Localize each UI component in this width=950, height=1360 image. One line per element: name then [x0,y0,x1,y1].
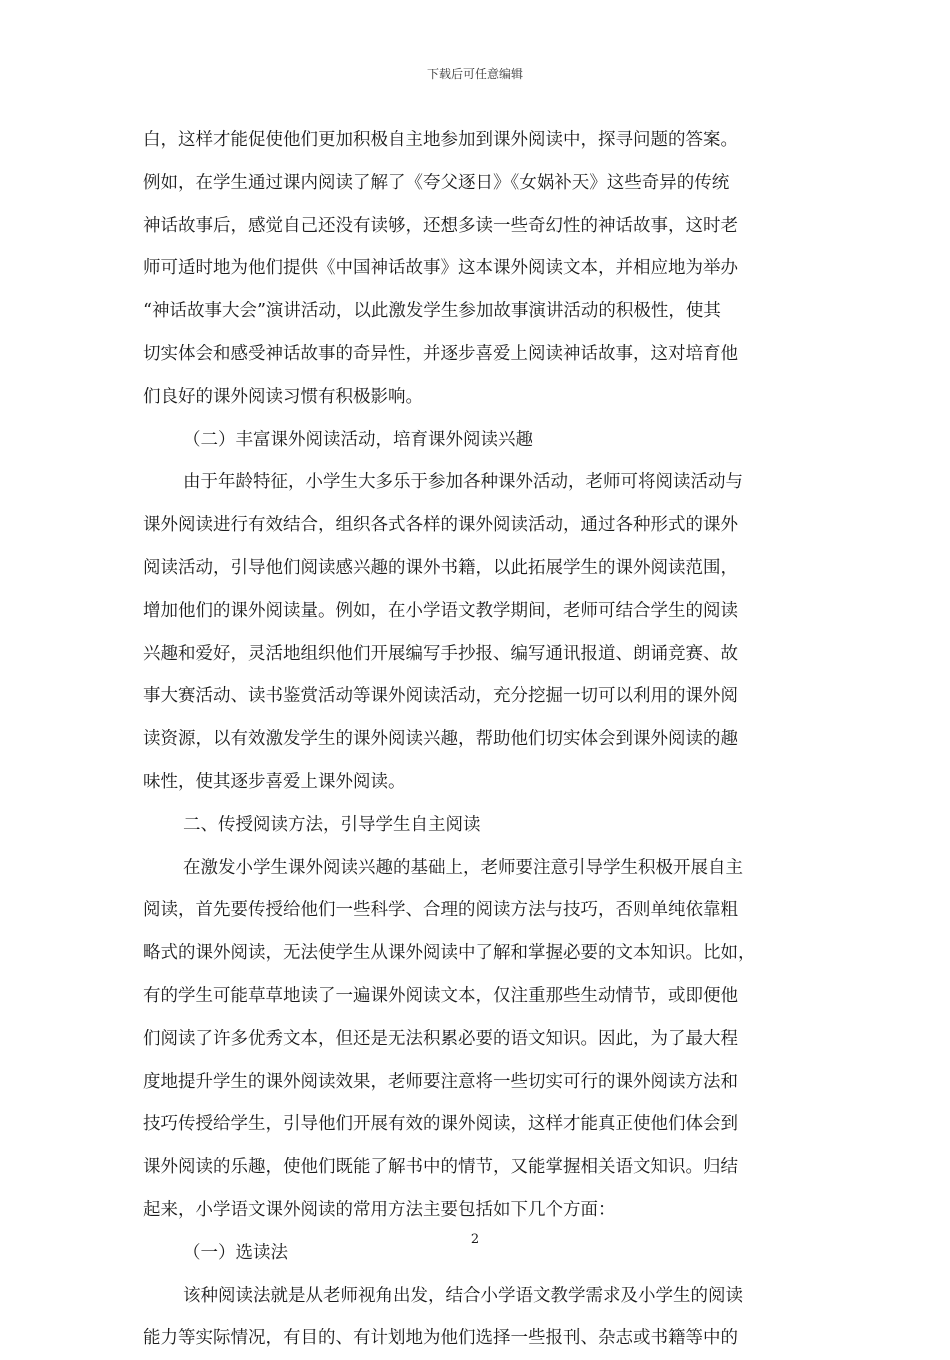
text-line: 度地提升学生的课外阅读效果，老师要注意将一些切实可行的课外阅读方法和 [143,1071,738,1092]
text-line: 二、传授阅读方法，引导学生自主阅读 [183,814,481,835]
text-line: 阅读，首先要传授给他们一些科学、合理的阅读方法与技巧，否则单纯依靠粗 [143,900,738,921]
page-number: 2 [470,1232,480,1247]
text-line: 味性，使其逐步喜爱上课外阅读。 [143,771,406,792]
text-line: 事大赛活动、读书鉴赏活动等课外阅读活动，充分挖掘一切可以利用的课外阅 [143,686,738,707]
text-line: 们良好的课外阅读习惯有积极影响。 [143,386,423,407]
text-line: 们阅读了许多优秀文本，但还是无法积累必要的语文知识。因此，为了最大程 [143,1028,738,1049]
text-line: 白，这样才能促使他们更加积极自主地参加到课外阅读中，探寻问题的答案。 [143,130,738,150]
text-line: 读资源，以有效激发学生的课外阅读兴趣，帮助他们切实体会到课外阅读的趣 [143,729,738,750]
text-line: 能力等实际情况，有目的、有计划地为他们选择一些报刊、杂志或书籍等中的 [143,1328,738,1349]
page-header: 下载后可任意编辑 [426,67,523,81]
text-line: 课外阅读进行有效结合，组织各式各样的课外阅读活动，通过各种形式的课外 [143,515,738,536]
text-line: 课外阅读的乐趣，使他们既能了解书中的情节，又能掌握相关语文知识。归结 [143,1157,738,1178]
text-line: 切实体会和感受神话故事的奇异性，并逐步喜爱上阅读神话故事，这对培育他 [143,343,738,364]
text-line: 由于年龄特征，小学生大多乐于参加各种课外活动，老师可将阅读活动与 [183,472,743,493]
text-line: 有的学生可能草草地读了一遍课外阅读文本，仅注重那些生动情节，或即便他 [143,985,738,1006]
text-line: 师可适时地为他们提供《中国神话故事》这本课外阅读文本，并相应地为举办 [143,258,738,279]
text-line: 略式的课外阅读，无法使学生从课外阅读中了解和掌握必要的文本知识。比如， [143,943,756,964]
text-line: 神话故事后，感觉自己还没有读够，还想多读一些奇幻性的神话故事，这时老 [143,215,738,236]
text-line: 技巧传授给学生，引导他们开展有效的课外阅读，这样才能真正使他们体会到 [143,1114,738,1135]
text-line: 该种阅读法就是从老师视角出发，结合小学语文教学需求及小学生的阅读 [183,1285,743,1306]
text-line: 例如，在学生通过课内阅读了解了《夸父逐日》《女娲补天》这些奇异的传统 [143,172,730,193]
text-line: （二）丰富课外阅读活动，培育课外阅读兴趣 [183,429,533,450]
text-line: 增加他们的课外阅读量。例如，在小学语文教学期间，老师可结合学生的阅读 [143,600,738,621]
text-line: （一）选读法 [183,1242,288,1263]
text-line: 阅读活动，引导他们阅读感兴趣的课外书籍，以此拓展学生的课外阅读范围， [143,557,738,578]
text-line: 兴趣和爱好，灵活地组织他们开展编写手抄报、编写通讯报道、朗诵竞赛、故 [143,643,738,664]
text-line: “神话故事大会”演讲活动，以此激发学生参加故事演讲活动的积极性，使其 [143,301,721,322]
document-body [143,119,811,1360]
text-line: 起来，小学语文课外阅读的常用方法主要包括如下几个方面： [143,1199,616,1220]
text-line: 在激发小学生课外阅读兴趣的基础上，老师要注意引导学生积极开展自主 [183,857,743,878]
